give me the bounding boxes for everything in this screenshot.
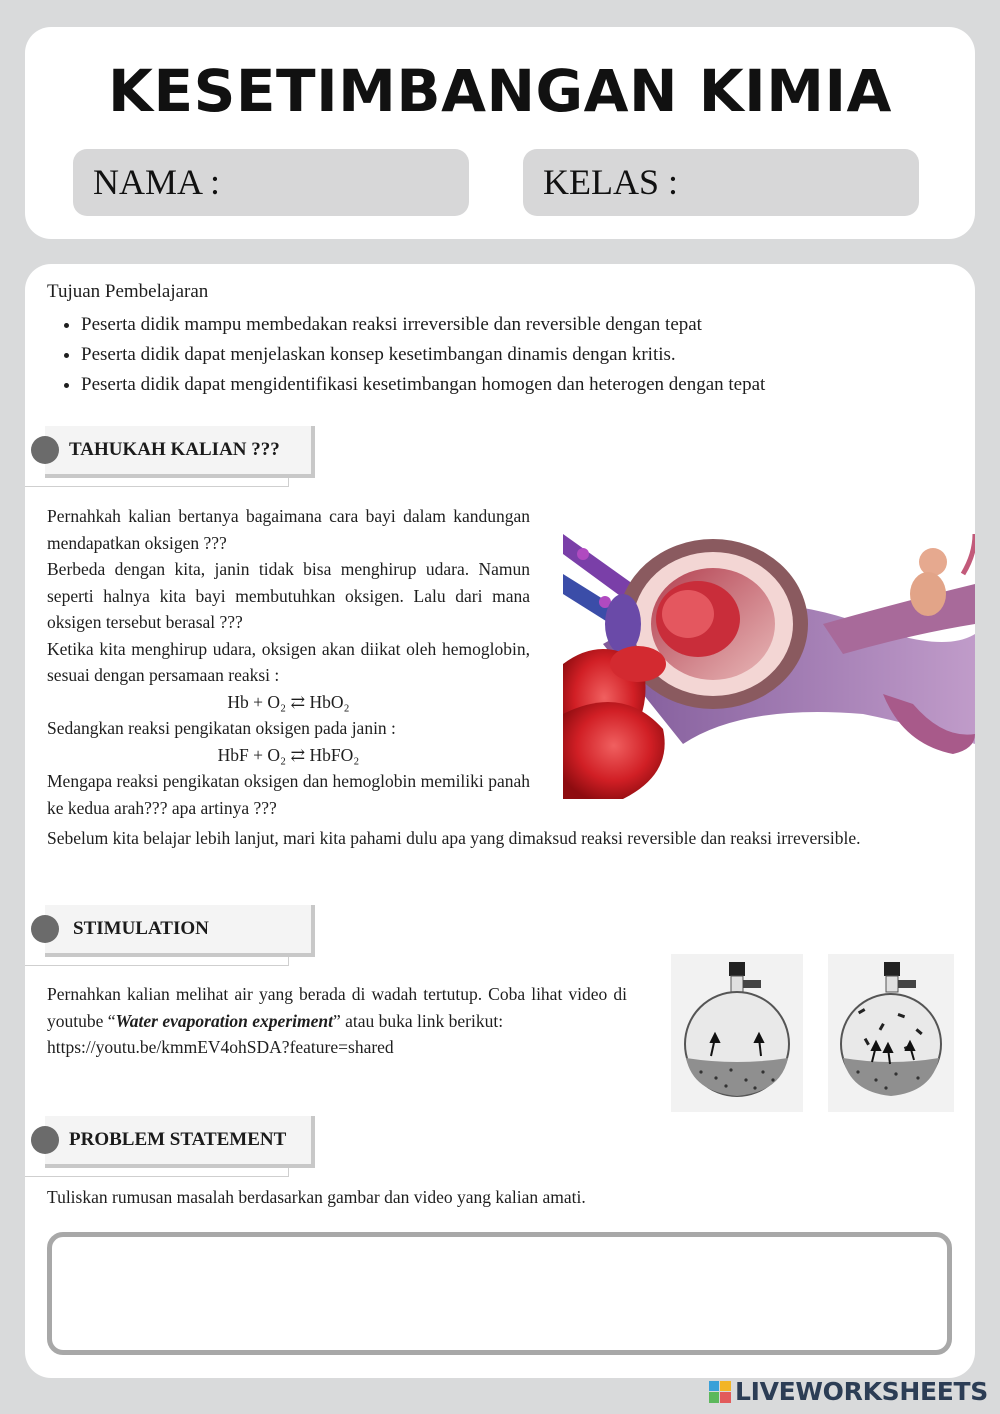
- tahukah-text: [47, 503, 530, 821]
- section-title: STIMULATION: [73, 918, 209, 939]
- paragraph: Pernahkah kalian bertanya bagaimana cara bayi dalam kandungan mendapatkan oksigen ???: [47, 506, 530, 553]
- paragraph: Ketika kita menghirup udara, oksigen akan diikat oleh hemoglobin, sesuai dengan persamaan reaksi :: [47, 638, 530, 685]
- bullet-dot-icon: [31, 436, 59, 464]
- liveworksheets-brand: [709, 1377, 988, 1406]
- section-header-problem-statement: [25, 1116, 315, 1168]
- video-link[interactable]: https://youtu.be/kmmEV4ohSDA?feature=shared: [47, 1037, 394, 1057]
- closed-flask-illustration: [671, 954, 803, 1112]
- header-card: [25, 27, 975, 239]
- problem-instruction: Tuliskan rumusan masalah berdasarkan gambar dan video yang kalian amati.: [47, 1187, 586, 1207]
- main-card: [25, 264, 975, 1378]
- section-header-tahukah: [25, 426, 315, 478]
- objective-item: • Peserta didik mampu membedakan reaksi irreversible dan reversible dengan tepat: [81, 310, 981, 340]
- objective-item: • Peserta didik dapat menjelaskan konsep kesetimbangan dinamis dengan kritis.: [81, 340, 981, 370]
- section-header-stimulation: [25, 905, 315, 957]
- paragraph: Berbeda dengan kita, janin tidak bisa menghirup udara. Namun seperti halnya kita bayi membutuhkan oksigen. Lalu dari mana oksigen tersebut berasal ???: [47, 559, 530, 632]
- nama-label: NAMA :: [93, 162, 221, 202]
- bullet-dot-icon: [31, 1126, 59, 1154]
- equation-hbf: HbF + O₂ ⇄ HbFO₂: [217, 744, 360, 765]
- answer-textbox[interactable]: [47, 1232, 952, 1355]
- brand-name: LIVEWORKSHEETS: [734, 1377, 988, 1406]
- paragraph: Sedangkan reaksi pengikatan oksigen pada janin :: [47, 718, 396, 738]
- nama-field[interactable]: [73, 149, 469, 216]
- video-title: Water evaporation experiment: [115, 1010, 333, 1031]
- paragraph: Mengapa reaksi pengikatan oksigen dan hemoglobin memiliki panah ke kedua arah??? apa artinya ???: [47, 771, 530, 818]
- section-title: TAHUKAH KALIAN ???: [69, 439, 280, 460]
- section-title: PROBLEM STATEMENT: [69, 1129, 287, 1150]
- flask-with-vapor-illustration: [828, 954, 954, 1112]
- bullet-dot-icon: [31, 915, 59, 943]
- objectives-list: [47, 310, 981, 400]
- page-title: KESETIMBANGAN KIMIA: [108, 57, 892, 125]
- equation-hb: Hb + O₂ ⇄ HbO₂: [227, 691, 350, 712]
- tahukah-closing-paragraph: Sebelum kita belajar lebih lanjut, mari kita pahami dulu apa yang dimaksud reaksi reversible dan reaksi irreversible.: [47, 828, 861, 848]
- objective-item: • Peserta didik dapat mengidentifikasi kesetimbangan homogen dan heterogen dengan tepat: [81, 370, 981, 400]
- liveworksheets-logo-icon: [709, 1381, 731, 1403]
- objectives-heading: Tujuan Pembelajaran: [47, 281, 209, 302]
- kelas-field[interactable]: [523, 149, 919, 216]
- placenta-blood-vessel-illustration: [563, 514, 975, 799]
- stimulation-text: [47, 981, 627, 1061]
- paragraph: Pernahkan kalian melihat air yang berada di wadah tertutup. Coba lihat video di youtube “Water evaporation experiment” atau buka link berikut:: [47, 984, 627, 1031]
- kelas-label: KELAS :: [543, 162, 678, 202]
